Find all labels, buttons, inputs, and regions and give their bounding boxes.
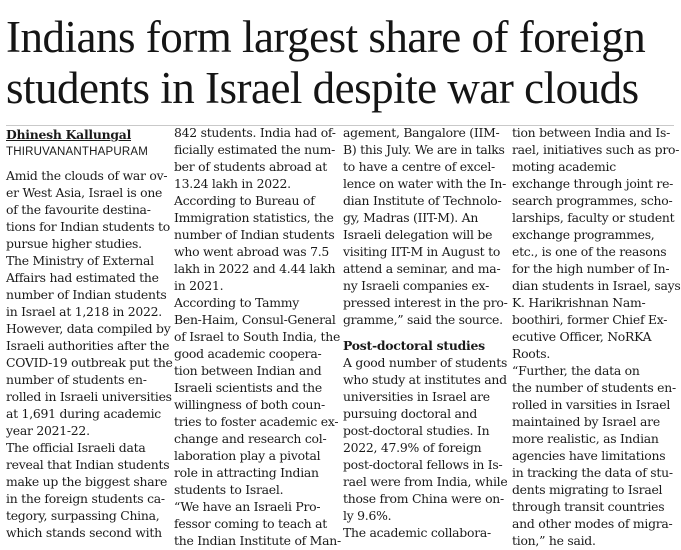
body-text-line: lence on water with the In- [343, 176, 507, 191]
body-text-line: visiting IIT-M in August to [343, 244, 501, 259]
body-text-line: year 2021-22. [6, 423, 90, 438]
body-text-line: gramme,” said the source. [343, 312, 503, 327]
body-text-line: larships, faculty or student [512, 210, 675, 225]
body-text-line: Israeli authorities after the [6, 338, 170, 353]
body-text-line: agement, Bangalore (IIM- [343, 125, 500, 140]
body-text-line: “Further, the data on [512, 363, 640, 378]
body-text-line: tion,” he said. [512, 533, 596, 548]
body-text-line: tion between India and Is- [512, 125, 671, 140]
subheading: Post-doctoral studies [343, 338, 485, 353]
body-text-line: of the favourite destina- [6, 202, 151, 217]
body-text-line: 13.24 lakh in 2022. [174, 176, 291, 191]
body-text-line: fessor coming to teach at [174, 516, 327, 531]
headline-line-1: Indians form largest share of foreign [6, 12, 646, 62]
body-text-line: Roots. [512, 346, 551, 361]
body-text-line: number of Indian students [174, 227, 335, 242]
body-text-line: etc., is one of the reasons [512, 244, 667, 259]
body-text-line: the Indian Institute of Man- [174, 533, 341, 548]
body-text-line: The official Israeli data [6, 440, 146, 455]
body-text-line: students to Israel. [174, 482, 284, 497]
body-text-line: dents migrating to Israel [512, 482, 663, 497]
body-text-line: Immigration statistics, the [174, 210, 334, 225]
body-text-line: 2022, 47.9% of foreign [343, 440, 482, 455]
body-text-line: K. Harikrishnan Nam- [512, 295, 646, 310]
body-text-line: rael were from India, while [343, 474, 508, 489]
body-text-line: agencies have limitations [512, 448, 666, 463]
body-text-line: ny Israeli companies ex- [343, 278, 490, 293]
body-text-line: gy, Madras (IIT-M). An [343, 210, 479, 225]
body-text-line: which stands second with [6, 525, 162, 540]
body-text-line: According to Tammy [174, 295, 300, 310]
body-text-line: post-doctoral fellows in Is- [343, 457, 503, 472]
body-text-line: Affairs had estimated the [6, 270, 159, 285]
body-text-line: number of students en- [6, 372, 147, 387]
body-text-line: maintained by Israel are [512, 414, 660, 429]
column-4 [512, 0, 681, 548]
body-text-line: ber of students abroad at [174, 159, 328, 174]
body-text-line: rolled in Israeli universities [6, 389, 172, 404]
body-text-line: 842 students. India had of- [174, 125, 336, 140]
body-text-line: boothiri, former Chief Ex- [512, 312, 668, 327]
body-text-line: search programmes, scho- [512, 193, 673, 208]
body-text-line: lakh in 2022 and 4.44 lakh [174, 261, 336, 276]
body-text-line: dian students in Israel, says [512, 278, 681, 293]
body-text-line: COVID-19 outbreak put the [6, 355, 173, 370]
body-text-line: pursue higher studies. [6, 236, 142, 251]
body-text-line: good academic coopera- [174, 346, 322, 361]
body-text-line: in the foreign students ca- [6, 491, 165, 506]
body-text-line: Amid the clouds of war ov- [6, 168, 168, 183]
body-text-line: universities in Israel are [343, 389, 490, 404]
body-text-line: pursuing doctoral and [343, 406, 478, 421]
body-text-line: rael, initiatives such as pro- [512, 142, 680, 157]
body-text-line: exchange through joint re- [512, 176, 674, 191]
body-text-line: tegory, surpassing China, [6, 508, 160, 523]
column-2 [174, 0, 341, 548]
body-text-line: moting academic [512, 159, 616, 174]
body-text-line: through transit countries [512, 499, 665, 514]
body-text-line: The Ministry of External [6, 253, 154, 268]
body-text-line: exchange programmes, [512, 227, 655, 242]
body-text-line: who went abroad was 7.5 [174, 244, 330, 259]
body-text-line: post-doctoral studies. In [343, 423, 490, 438]
body-text-line: However, data compiled by [6, 321, 171, 336]
body-text-line: role in attracting Indian [174, 465, 319, 480]
body-text-line: ecutive Officer, NoRKA [512, 329, 652, 344]
body-text-line: B) this July. We are in talks [343, 142, 505, 157]
body-text-line: dian Institute of Technolo- [343, 193, 502, 208]
body-text-line: rolled in varsities in Israel [512, 397, 671, 412]
body-text-line: who study at institutes and [343, 372, 507, 387]
dateline-location: THIRUVANANTHAPURAM [6, 146, 149, 158]
body-text-line: A good number of students [343, 355, 508, 370]
body-text-line: tions for Indian students to [6, 219, 170, 234]
body-text-line: willingness of both coun- [174, 397, 325, 412]
body-text-line: ficially estimated the num- [174, 142, 336, 157]
column-1 [6, 0, 173, 540]
body-text-line: laboration play a pivotal [174, 448, 321, 463]
body-text-line: attend a seminar, and ma- [343, 261, 501, 276]
body-text-line: Israeli scientists and the [174, 380, 322, 395]
body-text-line: to have a centre of excel- [343, 159, 495, 174]
body-text-line: in tracking the data of stu- [512, 465, 673, 480]
body-text-line: Israeli delegation will be [343, 227, 493, 242]
byline-author: Dhinesh Kallungal [6, 127, 132, 142]
body-text-line: in 2021. [174, 278, 224, 293]
headline-line-2: students in Israel despite war clouds [6, 63, 639, 113]
body-text-line: pressed interest in the pro- [343, 295, 508, 310]
body-text-line: at 1,691 during academic [6, 406, 161, 421]
body-text-line: and other modes of migra- [512, 516, 673, 531]
column-3 [343, 0, 508, 540]
body-text-line: The academic collabora- [343, 525, 491, 540]
body-text-line: the number of students en- [512, 380, 676, 395]
body-text-line: make up the biggest share [6, 474, 168, 489]
body-text-line: ly 9.6%. [343, 508, 392, 523]
body-text-line: more realistic, as Indian [512, 431, 659, 446]
body-text-line: “We have an Israeli Pro- [174, 499, 321, 514]
body-text-line: According to Bureau of [174, 193, 315, 208]
body-text-line: those from China were on- [343, 491, 504, 506]
body-text-line: tion between Indian and [174, 363, 322, 378]
body-text-line: number of Indian students [6, 287, 167, 302]
body-text-line: reveal that Indian students [6, 457, 170, 472]
body-text-line: for the high number of In- [512, 261, 670, 276]
body-text-line: Ben-Haim, Consul-General [174, 312, 336, 327]
body-text-line: tries to foster academic ex- [174, 414, 339, 429]
body-text-line: in Israel at 1,218 in 2022. [6, 304, 162, 319]
body-text-line: of Israel to South India, the [174, 329, 341, 344]
body-text-line: change and research col- [174, 431, 327, 446]
body-text-line: er West Asia, Israel is one [6, 185, 163, 200]
